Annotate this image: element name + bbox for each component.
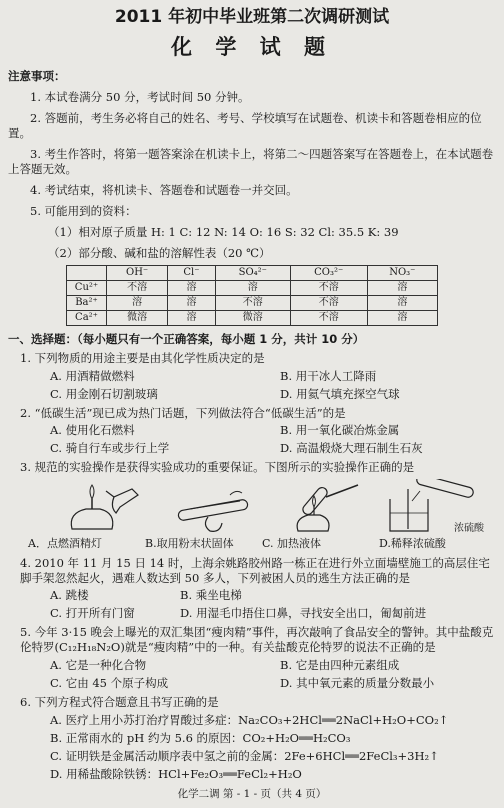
table-cell: 溶: [168, 280, 216, 295]
table-cell: 溶: [367, 295, 437, 310]
q2-option-a: A. 使用化石燃料: [50, 423, 135, 438]
note-3: 3. 考生作答时，将第一题答案涂在机读卡上，将第二～四题答案写在答题卷上，在本试题卷上答题无效。: [8, 147, 494, 177]
q3-option-b: B.取用粉末状固体: [145, 537, 234, 551]
table-header-cell: Cl⁻: [168, 265, 216, 280]
table-cell: 不溶: [290, 280, 367, 295]
exam-subject-title: 化 学 试 题: [171, 35, 333, 60]
question-1-stem: 1. 下列物质的用途主要是由其化学性质决定的是: [20, 350, 265, 365]
table-cell: Ba²⁺: [67, 295, 107, 310]
note-2: 2. 答题前，考生务必将自己的姓名、考号、学校填写在试题卷、机读卡和答题卷相应的位置。: [8, 111, 482, 141]
q6-option-a: A. 医疗上用小苏打治疗胃酸过多症：Na₂CO₃+2HCl══2NaCl+H₂O+CO₂↑: [50, 713, 449, 727]
table-cell: Ca²⁺: [67, 310, 107, 325]
q1-option-b: B. 用干冰人工降雨: [280, 368, 377, 383]
q6-option-b: B. 正常雨水的 pH 约为 5.6 的原因：CO₂+H₂O══H₂CO₃: [50, 730, 351, 745]
q1-option-a: A. 用酒精做燃料: [50, 368, 135, 383]
concentrated-acid-label: 浓硫酸: [454, 523, 484, 535]
question-3-stem: 3. 规范的实验操作是获得实验成功的重要保证。下图所示的实验操作正确的是: [20, 460, 415, 475]
q1-option-c: C. 用金刚石切割玻璃: [50, 386, 158, 401]
solubility-table: [66, 265, 438, 326]
note-5: 5. 可能用到的资料：: [30, 203, 137, 218]
q3-option-a: A．点燃酒精灯: [28, 537, 102, 551]
q2-option-b: B. 用一氧化碳冶炼金属: [280, 423, 400, 438]
table-cell: 微溶: [107, 310, 168, 325]
exam-title: 2011 年初中毕业班第二次调研测试: [114, 7, 390, 27]
table-header-cell: CO₃²⁻: [290, 265, 367, 280]
question-2-options: [50, 423, 496, 456]
question-6-stem: 6. 下列方程式符合题意且书写正确的是: [20, 695, 219, 710]
notes-heading: 注意事项：: [8, 69, 66, 84]
q4-option-c: C. 打开所有门窗: [50, 606, 135, 621]
table-row: [67, 280, 438, 295]
table-header-cell: [67, 265, 107, 280]
heating-liquid-figure: [268, 479, 376, 535]
q6-option-c: C. 证明铁是金属活动顺序表中氢之前的金属：2Fe+6HCl══2FeCl₃+3H₂↑: [50, 748, 439, 763]
q6-option-d: D. 用稀盐酸除铁锈：HCl+Fe₂O₃══FeCl₂+H₂O: [50, 766, 302, 781]
note-1: 1. 本试卷满分 50 分，考试时间 50 分钟。: [30, 90, 250, 105]
table-cell: 溶: [367, 280, 437, 295]
question-5-stem: 5. 今年 3·15 晚会上曝光的双汇集团“瘦肉精”事件，再次敲响了食品安全的警钟。其中盐酸克伦特罗(C₁₂H₁₈N₂O)就是“瘦肉精”中的一种。有关盐酸克伦特罗的说法不正确的是: [20, 625, 494, 655]
q4-option-a: A. 跳楼: [50, 588, 89, 603]
q4-option-b: B. 乘坐电梯: [180, 588, 242, 603]
table-header-row: [67, 265, 438, 280]
q2-option-c: C. 骑自行车或步行上学: [50, 441, 170, 456]
question-4-stem: 4. 2010 年 11 月 15 日 14 时，上海余姚路胶州路一栋正在进行外立面墙壁施工的高层住宅脚手架忽然起火，遇难人数达到 50 多人，下列被困人员的逃生方法正确的是: [20, 555, 490, 585]
solubility-caption: （2）部分酸、碱和盐的溶解性表（20 ℃）: [48, 245, 271, 260]
q4-option-d: D. 用湿毛巾捂住口鼻，寻找安全出口，匍匐前进: [180, 606, 427, 621]
table-cell: 微溶: [215, 310, 290, 325]
table-row: [67, 310, 438, 325]
table-cell: 溶: [215, 280, 290, 295]
table-cell: 溶: [168, 310, 216, 325]
note-4: 4. 考试结束，将机读卡、答题卷和试题卷一并交回。: [30, 183, 298, 198]
question-3-options: [28, 537, 496, 551]
q1-option-d: D. 用氦气填充探空气球: [280, 386, 400, 401]
table-cell: 溶: [168, 295, 216, 310]
q5-option-c: C. 它由 45 个原子构成: [50, 676, 169, 691]
question-2-stem: 2. “低碳生活”现已成为热门话题，下列做法符合“低碳生活”的是: [20, 405, 346, 420]
table-cell: 溶: [367, 310, 437, 325]
q5-option-b: B. 它是由四种元素组成: [280, 658, 400, 673]
table-cell: 不溶: [290, 295, 367, 310]
q2-option-d: D. 高温煅烧大理石制生石灰: [280, 441, 423, 456]
table-cell: 不溶: [215, 295, 290, 310]
question-1-options: [50, 369, 496, 402]
section-1-heading: 一、选择题：（每小题只有一个正确答案，每小题 1 分，共计 10 分）: [8, 331, 365, 346]
question-5-options: [50, 658, 496, 691]
table-cell: 不溶: [107, 280, 168, 295]
page-footer: 化学二调 第 - 1 - 页（共 4 页）: [177, 788, 327, 801]
table-cell: 溶: [107, 295, 168, 310]
table-cell: 不溶: [290, 310, 367, 325]
table-row: [67, 295, 438, 310]
alcohol-lamp-figure: [52, 479, 160, 535]
table-header-cell: OH⁻: [107, 265, 168, 280]
table-cell: Cu²⁺: [67, 280, 107, 295]
atomic-mass-line: （1）相对原子质量 H: 1 C: 12 N: 14 O: 16 S: 32 Cl: 35.5 K: 39: [48, 224, 399, 239]
q5-option-d: D. 其中氧元素的质量分数最小: [280, 676, 435, 691]
table-header-cell: SO₄²⁻: [215, 265, 290, 280]
q3-option-c: C. 加热液体: [262, 537, 322, 551]
question-4-options: [50, 588, 496, 621]
dilute-acid-figure: [376, 479, 484, 535]
powder-test-tube-figure: [160, 479, 268, 535]
table-header-cell: NO₃⁻: [367, 265, 437, 280]
q3-option-d: D.稀释浓硫酸: [379, 537, 446, 551]
question-3-figures: [52, 479, 496, 535]
q5-option-a: A. 它是一种化合物: [50, 658, 147, 673]
